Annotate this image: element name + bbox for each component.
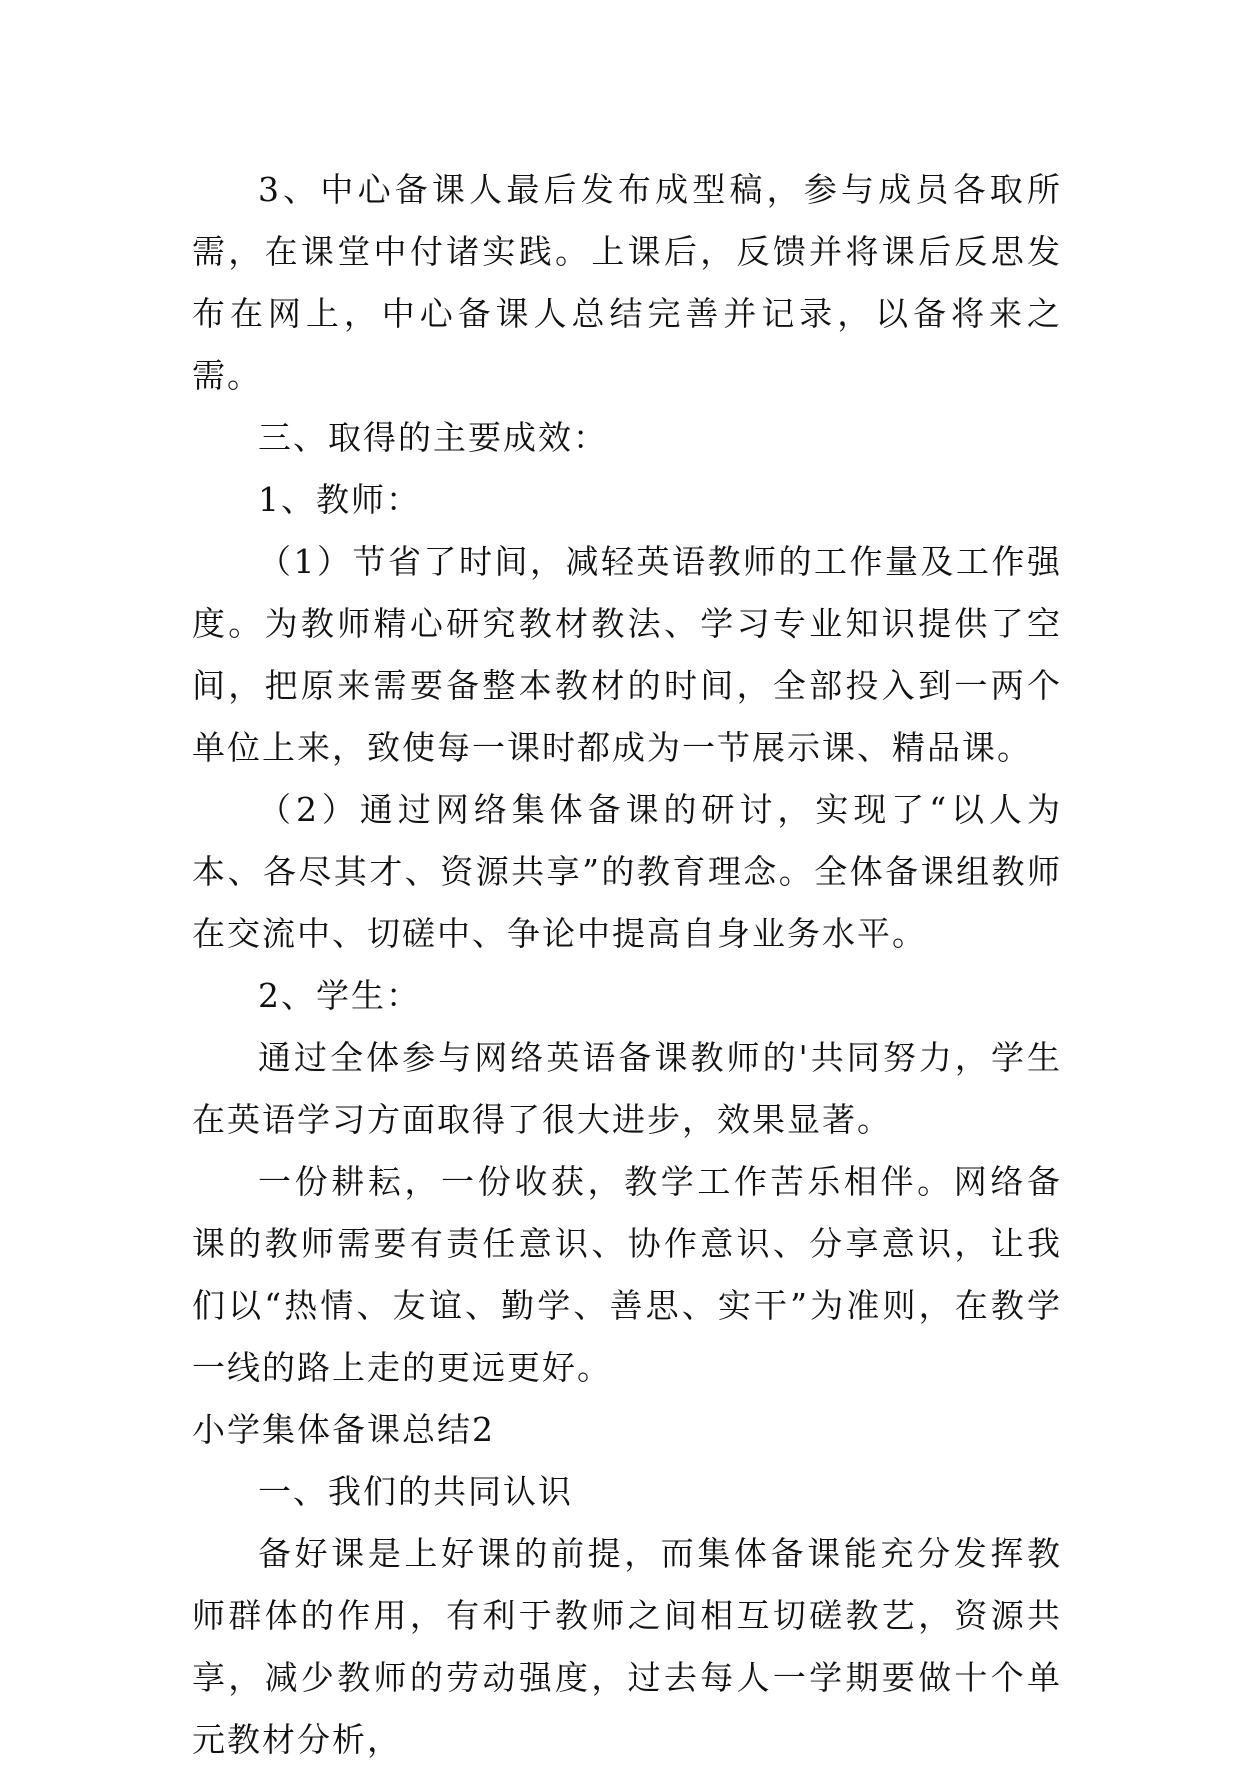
paragraph-practice-step: 3、中心备课人最后发布成型稿，参与成员各取所需，在课堂中付诸实践。上课后，反馈并将课后反思发布在网上，中心备课人总结完善并记录，以备将来之需。	[192, 170, 1062, 395]
paragraph-student-progress: 通过全体参与网络英语备课教师的'共同努力，学生在英语学习方面取得了很大进步，效果显著。	[192, 1038, 1062, 1139]
paragraph-main-results-heading: 三、取得的主要成效：	[258, 418, 608, 457]
section-title: 小学集体备课总结2	[192, 1410, 495, 1449]
paragraph-online-discussion: （2）通过网络集体备课的研讨，实现了“以人为本、各尽其才、资源共享”的教育理念。全体备课组教师在交流中、切磋中、争论中提高自身业务水平。	[192, 790, 1062, 953]
paragraph-teachers-heading: 1、教师：	[258, 480, 421, 519]
document-body	[192, 159, 1062, 1771]
paragraph-lesson-prep-benefits: 备好课是上好课的前提，而集体备课能充分发挥教师群体的作用，有利于教师之间相互切磋教艺，资源共享，减少教师的劳动强度，过去每人一学期要做十个单元教材分析，	[192, 1534, 1062, 1759]
paragraph-students-heading: 2、学生：	[258, 976, 421, 1015]
paragraph-shared-understanding-heading: 一、我们的共同认识	[258, 1472, 573, 1511]
paragraph-save-time: （1）节省了时间，减轻英语教师的工作量及工作强度。为教师精心研究教材教法、学习专业知识提供了空间，把原来需要备整本教材的时间，全部投入到一两个单位上来，致使每一课时都成为一节展示课、精品课。	[192, 542, 1062, 767]
paragraph-conclusion: 一份耕耘，一份收获，教学工作苦乐相伴。网络备课的教师需要有责任意识、协作意识、分享意识，让我们以“热情、友谊、勤学、善思、实干”为准则，在教学一线的路上走的更远更好。	[192, 1162, 1062, 1387]
